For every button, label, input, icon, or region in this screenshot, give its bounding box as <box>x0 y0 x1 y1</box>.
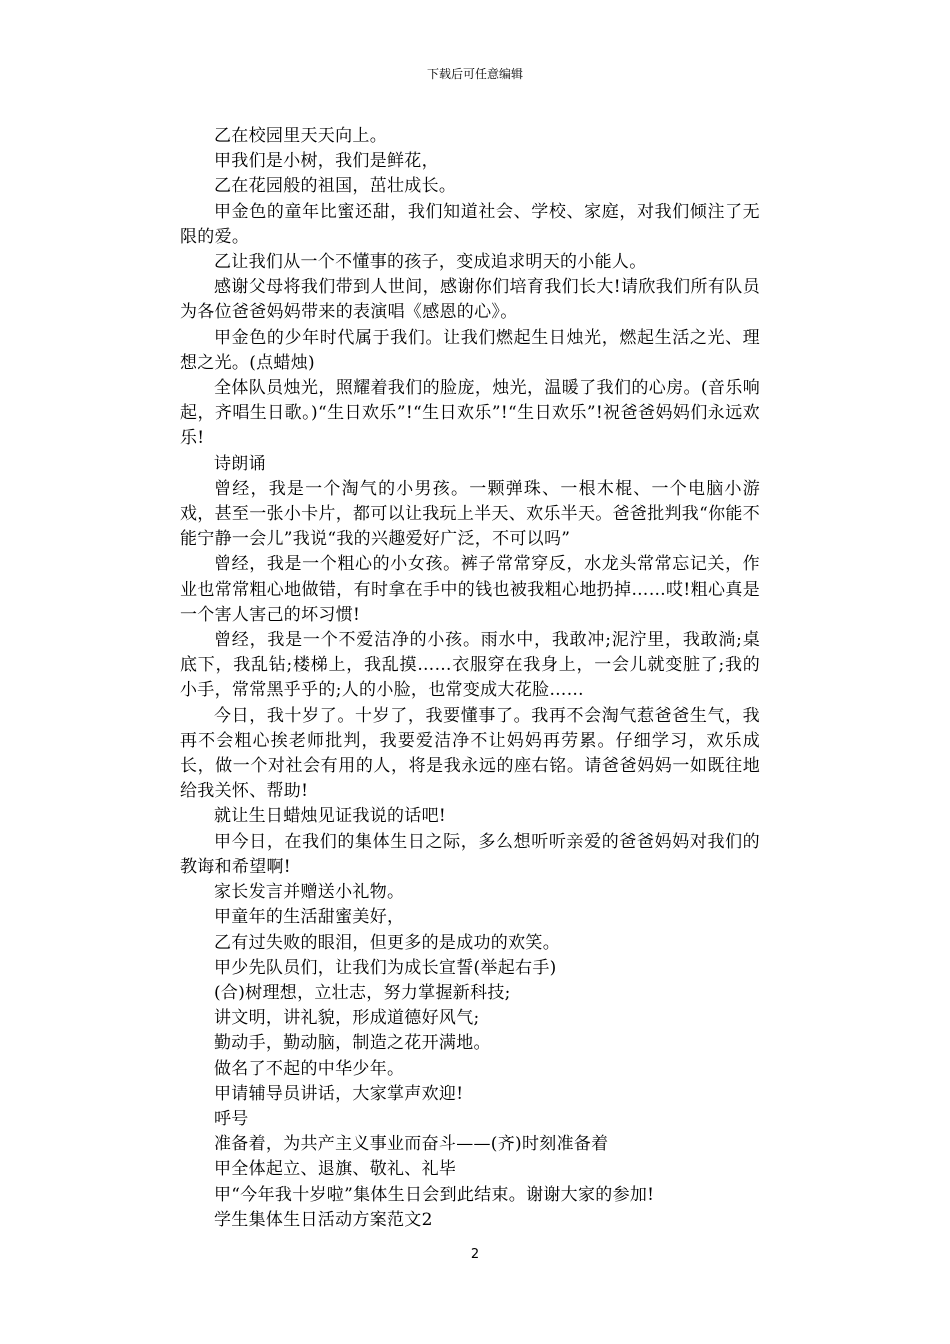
document-body <box>180 124 760 1233</box>
section-heading-slogan: 呼号 <box>214 1108 249 1129</box>
paragraph: 乙在花园般的祖国，茁壮成长。 <box>214 176 457 197</box>
paragraph: 今日，我十岁了。十岁了，我要懂事了。我再不会淘气惹爸爸生气，我再不会粗心挨老师批判，我要爱洁净不让妈妈再劳累。仔细学习，欢乐成长，做一个对社会有用的人，将是我永远的座右铭。请爸爸妈妈一如既往地给我关怀、帮助! <box>180 705 760 802</box>
paragraph: 讲文明，讲礼貌，形成道德好风气; <box>214 1008 480 1029</box>
paragraph: 感谢父母将我们带到人世间，感谢你们培育我们长大!请欣我们所有队员为各位爸爸妈妈带来的表演唱《感恩的心》。 <box>180 277 760 323</box>
paragraph: 准备着，为共产主义事业而奋斗——(齐)时刻准备着 <box>214 1134 609 1155</box>
paragraph: 乙有过失败的眼泪，但更多的是成功的欢笑。 <box>214 932 560 953</box>
paragraph: 甲我们是小树，我们是鲜花， <box>214 151 439 172</box>
page-number: 2 <box>470 1247 480 1262</box>
paragraph: 乙在校园里天天向上。 <box>214 126 387 146</box>
paragraph: 家长发言并赠送小礼物。 <box>214 882 405 903</box>
paragraph: 做名了不起的中华少年。 <box>214 1058 405 1079</box>
paragraph: 甲请辅导员讲话，大家掌声欢迎! <box>214 1083 464 1104</box>
paragraph: 曾经，我是一个不爱洁净的小孩。雨水中，我敢冲;泥泞里，我敢淌;桌底下，我乱钻;楼梯上，我乱摸……衣服穿在我身上，一会儿就变脏了;我的小手，常常黑乎乎的;人的小脸，也常变成大花脸…… <box>180 630 760 701</box>
paragraph: 甲少先队员们，让我们为成长宣誓(举起右手) <box>214 957 557 978</box>
paragraph: 全体队员烛光，照耀着我们的脸庞，烛光，温暖了我们的心房。(音乐响起，齐唱生日歌。)“生日欢乐”!“生日欢乐”!“生日欢乐”!祝爸爸妈妈们永远欢乐! <box>180 378 760 449</box>
section-heading-poem: 诗朗诵 <box>214 453 266 474</box>
paragraph: 甲童年的生活甜蜜美好， <box>214 907 405 928</box>
paragraph: 就让生日蜡烛见证我说的话吧! <box>214 806 447 827</box>
paragraph: 曾经，我是一个淘气的小男孩。一颗弹珠、一根木棍、一个电脑小游戏，甚至一张小卡片，都可以让我玩上半天、欢乐半天。爸爸批判我“你能不能宁静一会儿”我说“我的兴趣爱好广泛，不可以吗” <box>180 478 760 550</box>
paragraph: 甲今日，在我们的集体生日之际，多么想听听亲爱的爸爸妈妈对我们的教诲和希望啊! <box>180 831 760 877</box>
paragraph: 曾经，我是一个粗心的小女孩。裤子常常穿反，水龙头常常忘记关，作业也常常粗心地做错，有时拿在手中的钱也被我粗心地扔掉……哎!粗心真是一个害人害己的坏习惯! <box>180 554 760 625</box>
paragraph: 勤动手，勤动脑，制造之花开满地。 <box>214 1033 491 1054</box>
page-header: 下载后可任意编辑 <box>426 67 523 81</box>
paragraph: (合)树理想，立壮志，努力掌握新科技; <box>214 982 511 1003</box>
paragraph: 甲“今年我十岁啦”集体生日会到此结束。谢谢大家的参加! <box>214 1184 655 1205</box>
paragraph: 乙让我们从一个不懂事的孩子，变成追求明天的小能人。 <box>214 252 647 273</box>
paragraph: 甲金色的童年比蜜还甜，我们知道社会、学校、家庭，对我们倾注了无限的爱。 <box>180 201 760 247</box>
paragraph: 甲全体起立、退旗、敬礼、礼毕 <box>214 1159 457 1180</box>
section-title: 学生集体生日活动方案范文2 <box>214 1209 433 1230</box>
paragraph: 甲金色的少年时代属于我们。让我们燃起生日烛光，燃起生活之光、理想之光。(点蜡烛) <box>180 327 760 373</box>
